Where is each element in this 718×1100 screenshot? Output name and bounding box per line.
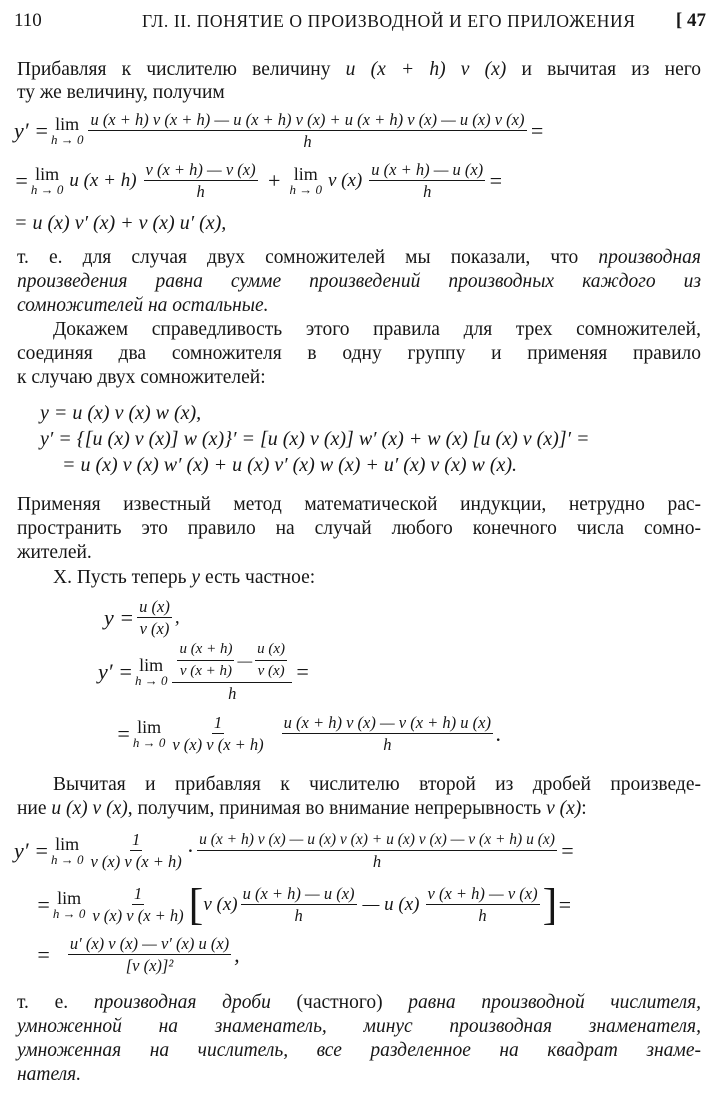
formula-three-factors-3: = u (x) v (x) w′ (x) + u (x) v′ (x) w (x) + u′ (x) v (x) w (x).: [62, 454, 518, 476]
fraction: u (x + h) v (x + h) — u (x + h) v (x) + u (x + h) v (x) — u (x) v (x) h: [90, 110, 525, 151]
paragraph-1-line-2: ту же величину, получим: [17, 82, 225, 103]
paragraph-7-line-4: нателя.: [17, 1064, 82, 1085]
paragraph-2-line-1: т. е. для случая двух сомножителей мы показали, что производная: [17, 247, 701, 268]
fraction: $\frac{u (x + h) v (x) — v (x + h) u (x)}{h}$: [283, 713, 491, 754]
paragraph-3-line-1: Докажем справедливость этого правила для трех сомножителей,: [53, 319, 701, 340]
paragraph-5: X. Пусть теперь y есть частное:: [53, 567, 316, 588]
formula-quotient-result: = $\frac{u' (x) v (x) — v' (x) u (x)}{\text{[v (x)]²}}$ ,: [36, 934, 240, 975]
formula-quotient-rule-1: y′ = lim h → 0 $\frac{1}{v (x) v (x + h)}$ · u (x + h) v (x) — u (x) v (x) + u (x) v (x) — v (x + h) u (x) h =: [14, 830, 575, 871]
fraction: $\frac{u (x + h) — u (x)}{h}$: [242, 884, 355, 925]
paragraph-7-line-2: умноженной на знаменатель, минус производная знаменателя,: [17, 1016, 701, 1037]
paragraph-3-line-2: соединяя два сомножителя в одну группу и применяя правило: [17, 343, 701, 364]
fraction: $\frac{u (x)}{v (x)}$: [139, 597, 170, 638]
formula-quotient-rule-2: = lim h → 0 $\frac{1}{v (x) v (x + h)}$ [ v (x) $\frac{u (x + h) — u (x)}{h}$ — u (x) $\frac{v (x + h) — v (x)}{h}$ ] =: [36, 879, 573, 929]
fraction: $\frac{1}{v (x) v (x + h)}$: [92, 884, 184, 925]
limit-operator: lim h → 0: [50, 113, 84, 147]
paragraph-7-line-1: т. е. производная дроби (частного) равна производной числителя,: [17, 992, 702, 1013]
formula-three-factors-2: y′ = {[u (x) v (x)] w (x)}′ = [u (x) v (x)] w′ (x) + w (x) [u (x) v (x)]′ =: [40, 428, 590, 450]
formula-product-rule-2: = lim h → 0 u (x + h) $\frac{v (x + h) — v (x)}{h}$ + lim h → 0 v (x) $\frac{u (x + h) — u (x)}{h}$ =: [14, 160, 504, 201]
paragraph-4-line-3: жителей.: [17, 542, 92, 563]
formula-product-rule-3: = u (x) v′ (x) + v (x) u′ (x),: [14, 212, 227, 234]
paragraph-2-line-3: сомножителей на остальные.: [17, 295, 269, 316]
paragraph-1-line-1: Прибавляя к числителю величину u (x + h) v (x) и вычитая из него: [17, 59, 701, 80]
formula-three-factors-1: y = u (x) v (x) w (x),: [40, 402, 202, 424]
formula-product-rule-1: y′ = lim h → 0 u (x + h) v (x + h) — u (x + h) v (x) + u (x + h) v (x) — u (x) v (x) h =: [14, 110, 545, 151]
fraction: u (x + h) v (x) — u (x) v (x) + u (x) v (x) — v (x + h) u (x) h: [199, 831, 555, 871]
limit-operator: lim h → 0: [30, 163, 64, 197]
limit-operator: lim h → 0: [52, 887, 86, 921]
running-header: [14, 10, 706, 36]
paragraph-6-line-1: Вычитая и прибавляя к числителю второй из дробей произведе-: [53, 774, 701, 795]
fraction: $\frac{v (x + h) — v (x)}{h}$: [145, 160, 256, 201]
limit-operator: lim h → 0: [132, 716, 166, 750]
fraction: $\frac{1}{v (x) v (x + h)}$: [172, 713, 264, 754]
fraction: $\frac{1}{v (x) v (x + h)}$: [90, 830, 182, 871]
paragraph-7-line-3: умноженная на числитель, все разделенное на квадрат знаме-: [17, 1040, 701, 1061]
paragraph-4-line-1: Применяя известный метод математической индукции, нетрудно рас-: [17, 494, 701, 515]
paragraph-4-line-2: пространить это правило на случай любого конечного числа сомно-: [17, 518, 701, 539]
section-number: [ 47: [675, 10, 706, 31]
compound-fraction: $\frac{u (x + h)}{v (x + h)}$ — $\frac{u (x)}{v (x)}$ h: [172, 640, 292, 703]
limit-operator: lim h → 0: [289, 163, 322, 197]
limit-operator: lim h → 0: [50, 833, 84, 867]
paragraph-6-line-2: ние u (x) v (x), получим, принимая во внимание непрерывность v (x):: [17, 798, 587, 819]
fraction: $\frac{u (x + h) — u (x)}{h}$: [371, 160, 484, 201]
limit-operator: lim h → 0: [134, 654, 168, 688]
paragraph-3-line-3: к случаю двух сомножителей:: [17, 367, 266, 388]
fraction: $\frac{v (x + h) — v (x)}{h}$: [427, 884, 538, 925]
paragraph-2-line-2: произведения равна сумме произведений производных каждого из: [17, 271, 701, 292]
formula-quotient-limit: y′ = lim h → 0 $\frac{u (x + h)}{v (x + h)}$ — $\frac{u (x)}{v (x)}$ h =: [98, 641, 310, 703]
fraction: $\frac{u' (x) v (x) — v' (x) u (x)}{\text{[v (x)]²}}$: [69, 934, 230, 975]
page-number: 110: [14, 10, 42, 31]
chapter-title: ГЛ. II. ПОНЯТИЕ О ПРОИЗВОДНОЙ И ЕГО ПРИЛОЖЕНИЯ: [142, 11, 636, 31]
formula-quotient-step: = lim h → 0 $\frac{1}{v (x) v (x + h)}$ $\frac{u (x + h) v (x) — v (x + h) u (x)}{h}$ .: [116, 713, 502, 754]
formula-quotient-def: y = $\frac{u (x)}{v (x)}$ ,: [104, 597, 180, 638]
inline-formula: u (x + h) v (x): [345, 59, 507, 80]
